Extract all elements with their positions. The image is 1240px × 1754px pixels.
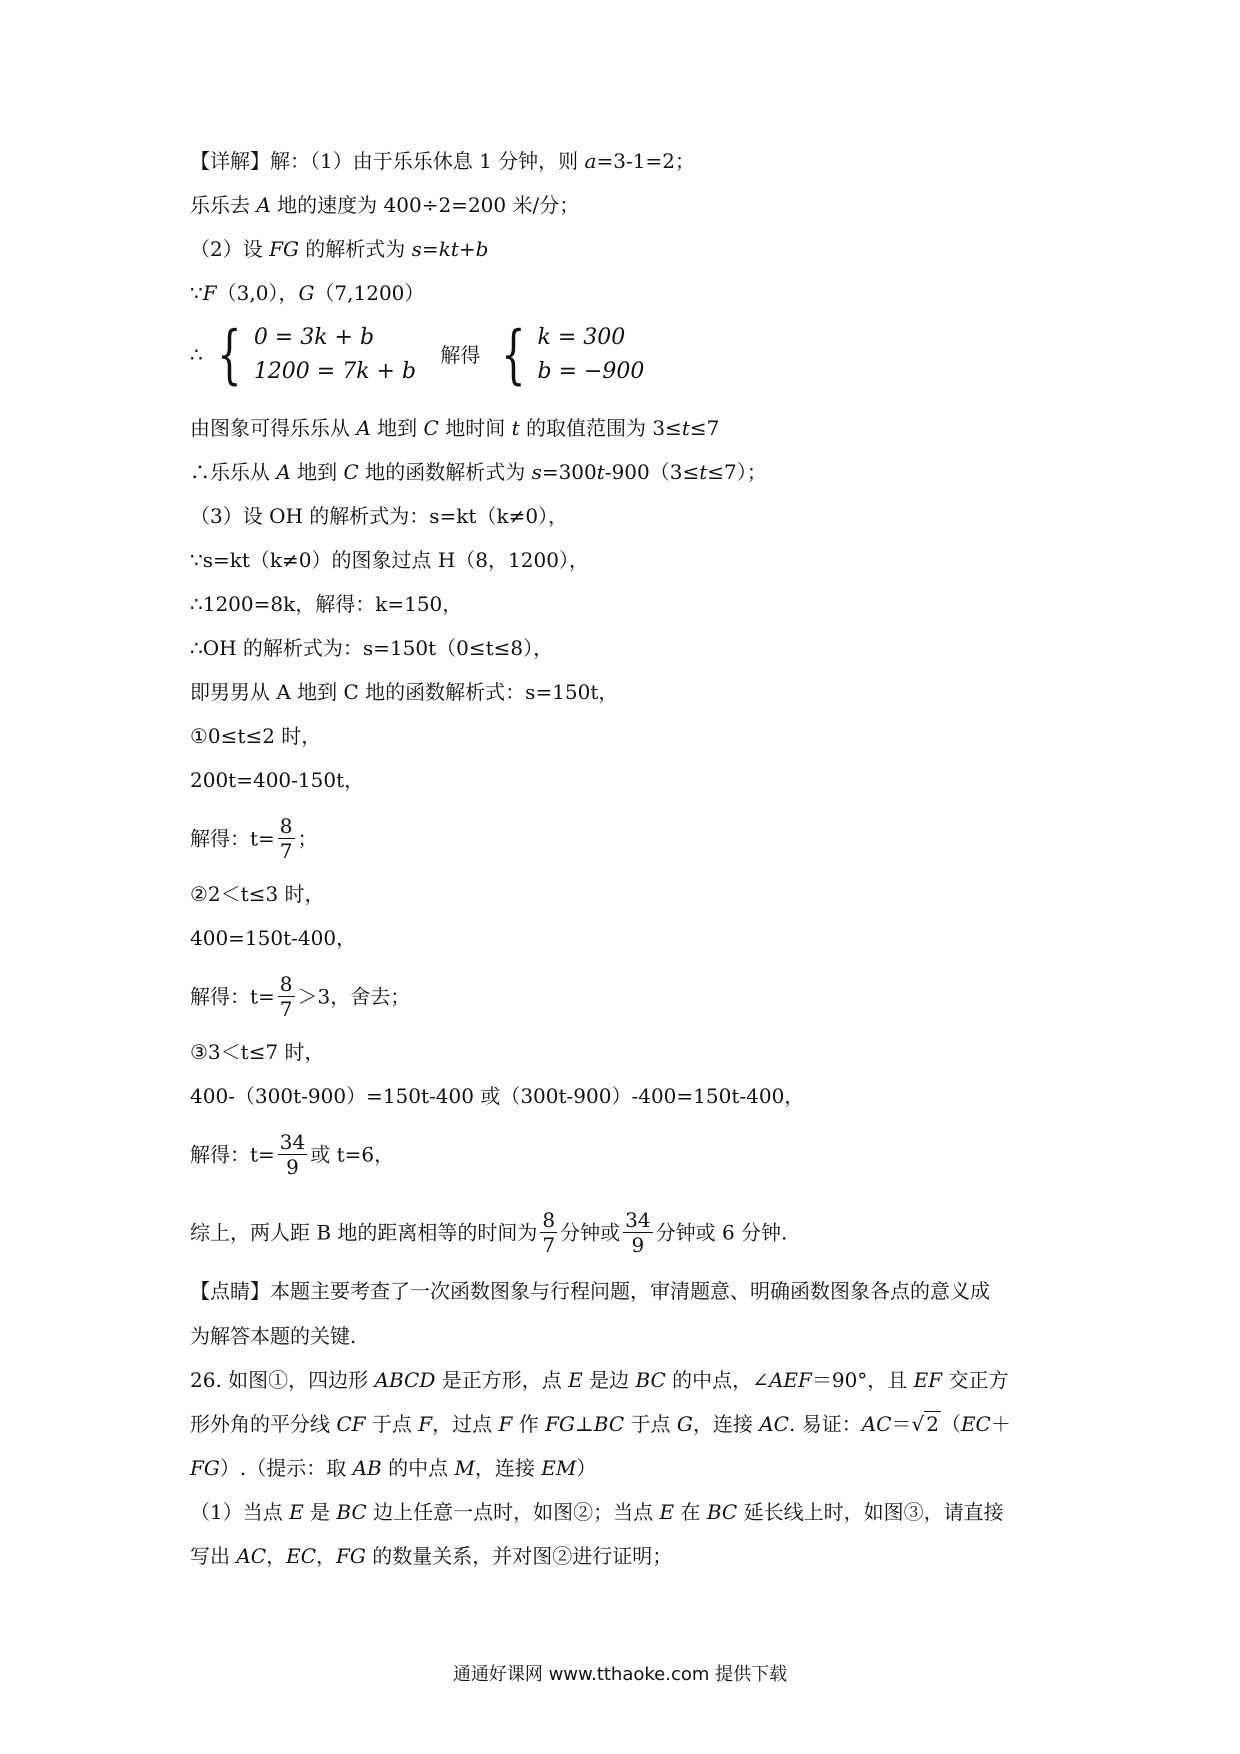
text: ⊥ [574, 1412, 594, 1436]
denominator: 7 [279, 997, 293, 1021]
text: 26. 如图①，四边形 [190, 1368, 375, 1392]
text: 形外角的平分线 [190, 1412, 337, 1436]
therefore-symbol: ∴ [190, 342, 203, 367]
text: 地的速度为 400÷2=200 米/分； [270, 193, 580, 217]
text: 地时间 [438, 416, 512, 440]
text: ，连接 [692, 1412, 760, 1436]
math-var: BC [706, 1500, 738, 1524]
text: 地到 [290, 460, 344, 484]
text: ，过点 [432, 1412, 499, 1436]
text: ， [316, 1544, 337, 1568]
sqrt-icon: √ [911, 1412, 925, 1436]
text-line: ③3＜t≤7 时， [190, 1040, 325, 1064]
math-var: BC [593, 1412, 625, 1436]
text-line-fraction [190, 806, 318, 870]
text: 于点 [624, 1412, 677, 1436]
text: 边上任意一点时，如图②；当点 [366, 1500, 660, 1524]
math-expr: s=kt+b [411, 237, 489, 261]
equation-system-line [190, 318, 644, 390]
text: ）.（提示：取 [219, 1456, 353, 1480]
math-var: AC [236, 1544, 267, 1568]
text: 综上，两人距 B 地的距离相等的时间为 [190, 1220, 538, 1245]
fraction [278, 1130, 307, 1179]
denominator: 7 [542, 1233, 556, 1257]
math-var: A [276, 460, 291, 484]
text: 分钟或 [560, 1220, 621, 1245]
brace-icon: { [500, 317, 526, 392]
equation: k = 300 [537, 324, 626, 350]
text-line: （3）设 OH 的解析式为：s=kt（k≠0）， [190, 504, 569, 528]
text-line: 【点睛】本题主要考查了一次函数图象与行程问题，审清题意、明确函数图象各点的意义成 [190, 1279, 990, 1303]
math-var: BC [635, 1368, 666, 1392]
text: 分钟或 6 分钟. [655, 1220, 788, 1245]
math-var: G [676, 1412, 693, 1436]
math-var: F [418, 1412, 433, 1436]
text-line: 400-（300t-900）=150t-400 或（300t-900）-400=150t-400， [190, 1084, 805, 1108]
numerator: 34 [625, 1208, 651, 1232]
text: 是 [303, 1500, 337, 1524]
problem-line [190, 1366, 1009, 1394]
equation-system-1 [209, 317, 417, 392]
problem-line [190, 1498, 1004, 1526]
text: 是正方形，点 [435, 1368, 569, 1392]
text-line: ∴OH 的解析式为：s=150t（0≤t≤8）， [190, 636, 554, 660]
text: ＝90°，且 [811, 1368, 914, 1392]
text: ≤7 [689, 416, 720, 440]
text: 解得：t= [190, 826, 275, 851]
text: 由图象可得乐乐从 [190, 416, 357, 440]
text: （3,0）， [216, 281, 299, 305]
equation-system-2 [493, 317, 645, 392]
text: （2）设 [190, 237, 270, 261]
text: 解得：t= [190, 1142, 275, 1167]
math-var: E [289, 1500, 304, 1524]
text-line: ②2＜t≤3 时， [190, 882, 325, 906]
text-line: ∵s=kt（k≠0）的图象过点 H（8，1200）， [190, 548, 589, 572]
numerator: 8 [279, 972, 293, 996]
text-line [190, 191, 579, 219]
brace-icon: { [217, 317, 242, 392]
text: 解得：t= [190, 984, 275, 1009]
text: 的取值范围为 3≤ [519, 416, 682, 440]
math-var: M [454, 1456, 475, 1480]
math-var: E [568, 1368, 583, 1392]
problem-line [190, 1410, 1011, 1438]
radicand: 2 [926, 1412, 939, 1436]
equation: 0 = 3k + b [253, 324, 375, 350]
text: 【详解】解：（1）由于乐乐休息 1 分钟，则 [190, 149, 585, 173]
math-var: FG [336, 1544, 366, 1568]
text: ， [266, 1544, 287, 1568]
text-line: 200t=400-150t， [190, 768, 365, 792]
text: （ [940, 1412, 961, 1436]
text: （1）当点 [190, 1500, 290, 1524]
text: ＋ [990, 1412, 1011, 1436]
sqrt [911, 1410, 940, 1438]
numerator: 34 [279, 1130, 306, 1154]
page-footer: 通通好课网 www.tthaoke.com 提供下载 [452, 1664, 788, 1685]
text: ＞3，舍去； [297, 984, 411, 1009]
fraction [278, 814, 295, 863]
denominator: 7 [279, 839, 293, 863]
fraction [623, 1208, 652, 1257]
math-var: t [596, 460, 605, 484]
math-var: EF [913, 1368, 943, 1392]
text-line-fraction [190, 1122, 394, 1186]
equation: b = −900 [537, 358, 645, 384]
text-line [190, 279, 424, 307]
text-line: 为解答本题的关键. [190, 1324, 357, 1348]
math-var: EC [286, 1544, 317, 1568]
math-var: t [699, 460, 708, 484]
text: 地到 [370, 416, 424, 440]
text-line [190, 458, 767, 486]
text: 写出 [190, 1544, 237, 1568]
text-line: ①0≤t≤2 时， [190, 724, 322, 748]
math-var: ABCD [374, 1368, 436, 1392]
numerator: 8 [542, 1208, 556, 1232]
text-line: ∴1200=8k，解得：k=150， [190, 592, 463, 616]
math-var: a [584, 149, 597, 173]
text: 在 [674, 1500, 707, 1524]
text: ∴乐乐从 [190, 460, 277, 484]
text-line: 即男男从 A 地到 C 地的函数解析式：s=150t， [190, 680, 619, 704]
text: ≤7）； [707, 460, 767, 484]
math-var: C [343, 460, 359, 484]
math-var: EM [541, 1456, 577, 1480]
math-var: A [256, 193, 271, 217]
text: 交正方 [942, 1368, 1009, 1392]
math-var: A [356, 416, 371, 440]
math-var: C [423, 416, 439, 440]
text: -900（3≤ [604, 460, 700, 484]
text-line [190, 147, 695, 175]
text: ，连接 [474, 1456, 542, 1480]
text: =3-1=2； [596, 149, 695, 173]
text: 的中点，∠ [665, 1368, 769, 1392]
text: 作 [512, 1412, 546, 1436]
numerator: 8 [279, 814, 293, 838]
text: 或 t=6， [310, 1142, 395, 1167]
text: 的数量关系，并对图②进行证明； [365, 1544, 673, 1568]
text: 的解析式为 [298, 237, 412, 261]
math-var: EC [960, 1412, 991, 1436]
math-var: CF [336, 1412, 366, 1436]
math-var: AC [861, 1412, 892, 1436]
text: ； [297, 826, 318, 851]
text-line: 400=150t-400， [190, 926, 357, 950]
math-var: t [681, 416, 690, 440]
math-var: F [202, 281, 217, 305]
text: 于点 [365, 1412, 419, 1436]
text: 地的函数解析式为 [358, 460, 532, 484]
denominator: 9 [286, 1155, 299, 1179]
math-var: t [511, 416, 520, 440]
math-var: AEF [768, 1368, 812, 1392]
text: 乐乐去 [190, 193, 257, 217]
math-var: FG [269, 237, 299, 261]
text: . 易证： [788, 1412, 862, 1436]
fraction [278, 972, 295, 1021]
math-var: BC [336, 1500, 367, 1524]
text: =300 [541, 460, 597, 484]
text-line-fraction [190, 964, 410, 1028]
text: 的中点 [381, 1456, 455, 1480]
math-var: FG [190, 1456, 220, 1480]
math-var: AC [759, 1412, 789, 1436]
fraction [540, 1208, 557, 1257]
text: 解得 [440, 342, 481, 367]
text: ∵ [190, 281, 203, 305]
text: ＝ [891, 1412, 912, 1436]
equation: 1200 = 7k + b [253, 358, 417, 384]
math-var: F [498, 1412, 513, 1436]
text-line [190, 414, 719, 442]
denominator: 9 [631, 1233, 645, 1257]
text: ） [576, 1456, 597, 1480]
problem-line [190, 1454, 596, 1482]
problem-line [190, 1542, 672, 1570]
math-var: G [298, 281, 315, 305]
text: 是边 [582, 1368, 636, 1392]
text: （7,1200） [314, 281, 425, 305]
math-var: FG [545, 1412, 575, 1436]
text-line [190, 235, 488, 263]
text-line-fraction [190, 1200, 787, 1264]
math-var: AB [352, 1456, 382, 1480]
text: 延长线上时，如图③，请直接 [737, 1500, 1004, 1524]
math-var: E [659, 1500, 675, 1524]
math-var: s [531, 460, 542, 484]
